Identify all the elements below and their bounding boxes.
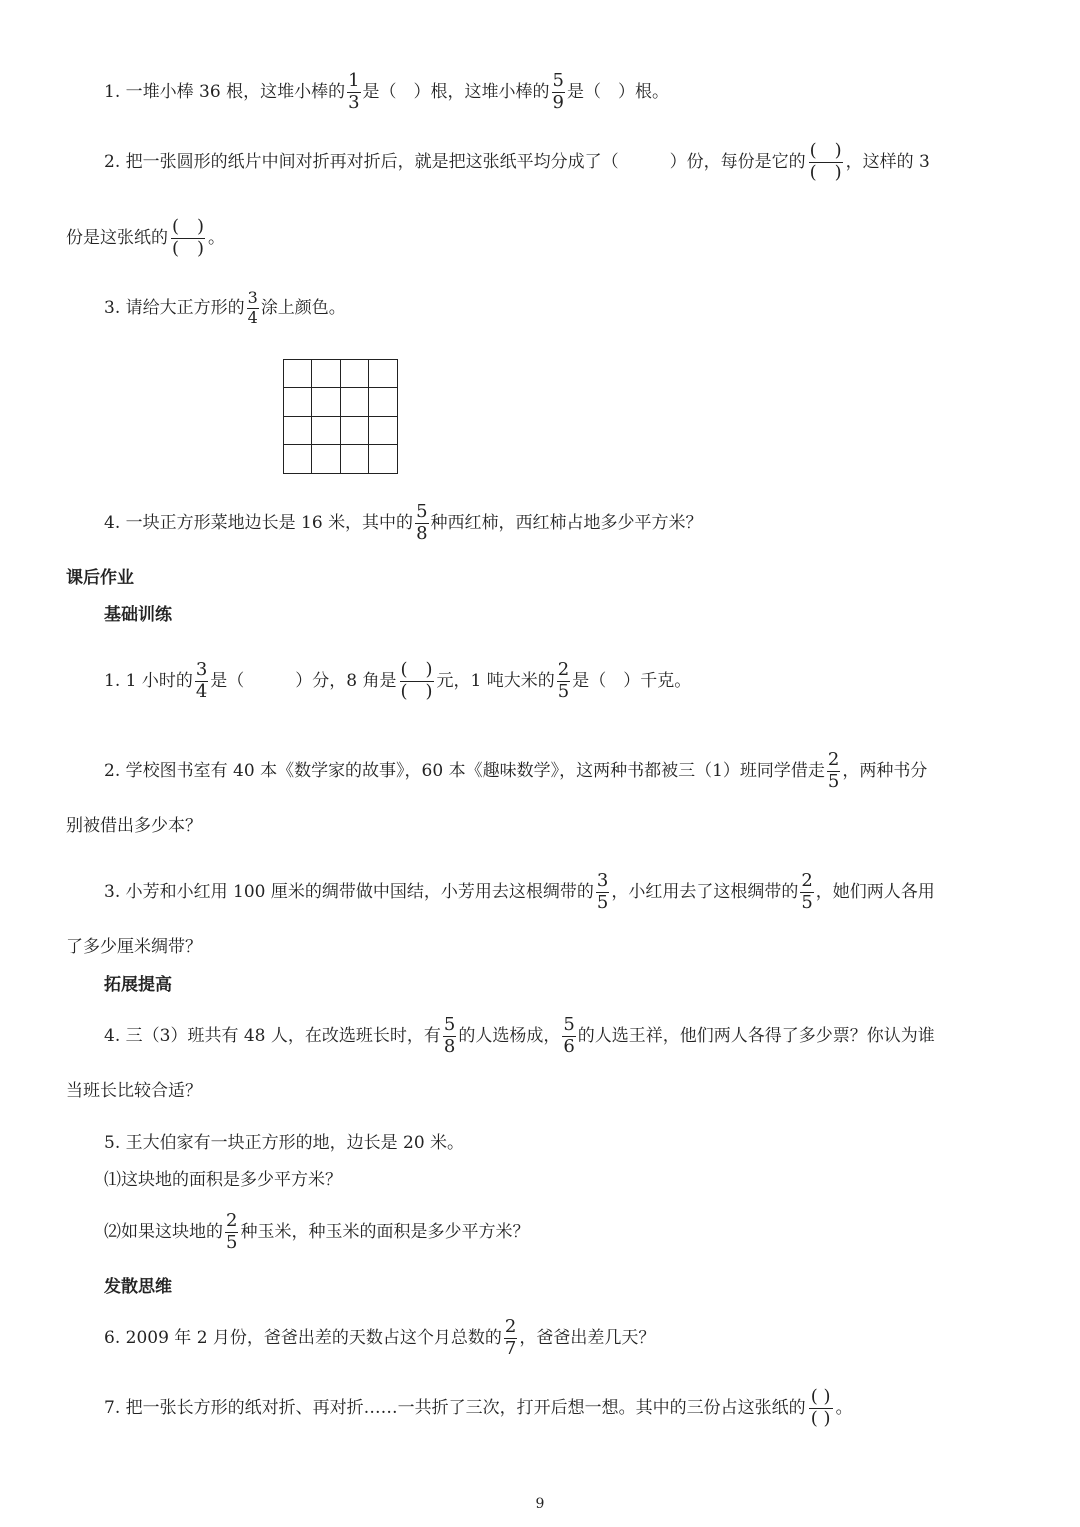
fraction-2-5 [557,661,570,702]
q2-text-a: 2. 把一张圆形的纸片中间对折再对折后，就是把这张纸平均分成了（ ）份，每份是它的 [104,151,806,172]
fraction-numerator: 2 [504,1316,517,1337]
fraction-denominator: 3 [348,91,360,113]
fraction-denominator: 6 [563,1035,575,1057]
h4-text-a: 4. 三（3）班共有 48 人，在改选班长时，有 [104,1025,441,1046]
fraction-numerator: 3 [596,870,609,891]
fraction-1-3 [347,72,360,113]
grid-cell[interactable] [312,388,340,416]
subsection-basic: 基础训练 [104,605,172,625]
fraction-5-9 [552,72,565,113]
fraction-denominator: 5 [226,1231,238,1253]
homework-5: 5. 王大伯家有一块正方形的地，边长是 20 米。 [104,1133,465,1153]
grid-cell[interactable] [369,445,397,473]
homework-1 [104,661,691,702]
fraction-numerator: 2 [801,870,813,891]
fraction-2-5 [827,751,840,792]
h2-text-a: 2. 学校图书室有 40 本《数学家的故事》，60 本《趣味数学》，这两种书都被三（1）班同学借走 [104,760,825,781]
fraction-numerator: 1 [348,70,360,91]
question-4 [104,503,703,544]
fraction-5-8 [415,503,428,544]
fraction-numerator: 2 [226,1210,238,1231]
grid-cell[interactable] [341,445,369,473]
q1-text-c: 是（ ）根。 [566,81,669,102]
grid-cell[interactable] [369,388,397,416]
h2-text-b: ，两种书分 [842,760,928,781]
q1-text-a: 1. 一堆小棒 36 根，这堆小棒的 [104,81,346,102]
subsection-divergent: 发散思维 [104,1277,172,1297]
page-number: 9 [535,1496,545,1512]
homework-3-line-2: 了多少厘米绸带？ [66,937,202,957]
homework-3 [104,872,935,913]
blank-denominator: ( ) [400,680,433,702]
fraction-denominator: 4 [195,680,208,702]
fraction-2-5 [225,1212,238,1253]
blank-fraction[interactable] [809,142,843,183]
grid-cell[interactable] [369,417,397,445]
grid-cell[interactable] [284,388,312,416]
homework-4 [104,1016,935,1057]
q2-line2-b: 。 [208,227,225,248]
subsection-extension: 拓展提高 [104,975,172,995]
fraction-numerator: 3 [247,288,258,307]
blank-numerator: ( ) [809,140,842,161]
fraction-2-5 [800,872,813,913]
grid-cell[interactable] [284,417,312,445]
blank-fraction[interactable] [809,1388,833,1429]
homework-5-part-1: ⑴这块地的面积是多少平方米？ [104,1170,342,1190]
q1-text-b: 是（ ）根，这堆小棒的 [362,81,550,102]
fraction-numerator: 2 [557,659,570,680]
blank-numerator: ( ) [809,1388,833,1409]
h3-text-c: ，她们两人各用 [815,881,935,902]
homework-2-line-2: 别被借出多少本？ [66,816,202,836]
homework-6 [104,1318,655,1359]
q4-text-b: 种西红柿，西红柿占地多少平方米？ [430,512,703,533]
fraction-3-4 [247,290,259,327]
fraction-denominator: 5 [596,891,609,913]
blank-numerator: ( ) [400,659,433,680]
blank-denominator: ( ) [810,1407,831,1429]
h3-text-a: 3. 小芳和小红用 100 厘米的绸带做中国结，小芳用去这根绸带的 [104,881,594,902]
fraction-numerator: 5 [563,1014,575,1035]
homework-2 [104,751,927,792]
h5-p2-a: ⑵如果这块地的 [104,1221,223,1242]
h1-text-b: 是（ ）分，8 角是 [210,670,397,691]
fraction-denominator: 9 [552,91,564,113]
q4-text-a: 4. 一块正方形菜地边长是 16 米，其中的 [104,512,414,533]
fraction-denominator: 5 [827,770,840,792]
blank-fraction[interactable] [400,661,434,702]
h6-text-b: ，爸爸出差几天？ [519,1327,656,1348]
fraction-denominator: 8 [416,522,428,544]
fraction-2-7 [504,1318,517,1359]
h3-text-b: ，小红用去了这根绸带的 [611,881,799,902]
q3-text-a: 3. 请给大正方形的 [104,297,245,318]
fraction-denominator: 4 [247,307,258,327]
h1-text-d: 是（ ）千克。 [572,670,692,691]
question-3 [104,290,346,327]
fraction-numerator: 3 [195,659,208,680]
h1-text-a: 1. 1 小时的 [104,670,193,691]
section-title: 课后作业 [66,568,134,588]
question-1 [104,72,669,113]
fraction-5-8 [443,1016,456,1057]
question-2 [104,142,930,183]
blank-fraction[interactable] [171,218,205,259]
fraction-3-4 [195,661,208,702]
grid-cell[interactable] [284,445,312,473]
homework-5-part-2 [104,1212,529,1253]
h4-text-c: 的人选王祥，他们两人各得了多少票？你认为谁 [577,1025,935,1046]
h1-text-c: 元，1 吨大米的 [436,670,555,691]
grid-cell[interactable] [284,360,312,388]
homework-4-line-2: 当班长比较合适？ [66,1081,202,1101]
grid-cell[interactable] [341,417,369,445]
grid-cell[interactable] [341,388,369,416]
q2-line2-a: 份是这张纸的 [66,227,168,248]
fraction-numerator: 5 [443,1014,456,1035]
question-2-line-2 [66,218,225,259]
blank-numerator: ( ) [171,216,205,237]
q3-text-b: 涂上颜色。 [260,297,346,318]
fraction-denominator: 5 [557,680,570,702]
fraction-3-5 [596,872,609,913]
square-grid[interactable] [283,359,398,474]
blank-denominator: ( ) [171,237,205,259]
grid-cell[interactable] [312,360,340,388]
grid-cell[interactable] [369,360,397,388]
fraction-numerator: 5 [552,70,564,91]
h6-text-a: 6. 2009 年 2 月份，爸爸出差的天数占这个月总数的 [104,1327,502,1348]
grid-cell[interactable] [312,417,340,445]
fraction-denominator: 7 [504,1337,517,1359]
fraction-5-6 [562,1016,575,1057]
grid-cell[interactable] [341,360,369,388]
fraction-denominator: 5 [801,891,813,913]
fraction-numerator: 5 [416,501,428,522]
homework-7 [104,1388,853,1429]
grid-cell[interactable] [312,445,340,473]
fraction-numerator: 2 [827,749,840,770]
h4-text-b: 的人选杨成， [458,1025,561,1046]
fraction-denominator: 8 [443,1035,456,1057]
q2-text-b: ，这样的 3 [845,151,930,172]
h7-text-a: 7. 把一张长方形的纸对折、再对折……一共折了三次，打开后想一想。其中的三份占这张纸的 [104,1397,806,1418]
h5-p2-b: 种玉米，种玉米的面积是多少平方米？ [240,1221,530,1242]
blank-denominator: ( ) [809,161,842,183]
h7-text-b: 。 [835,1397,853,1418]
